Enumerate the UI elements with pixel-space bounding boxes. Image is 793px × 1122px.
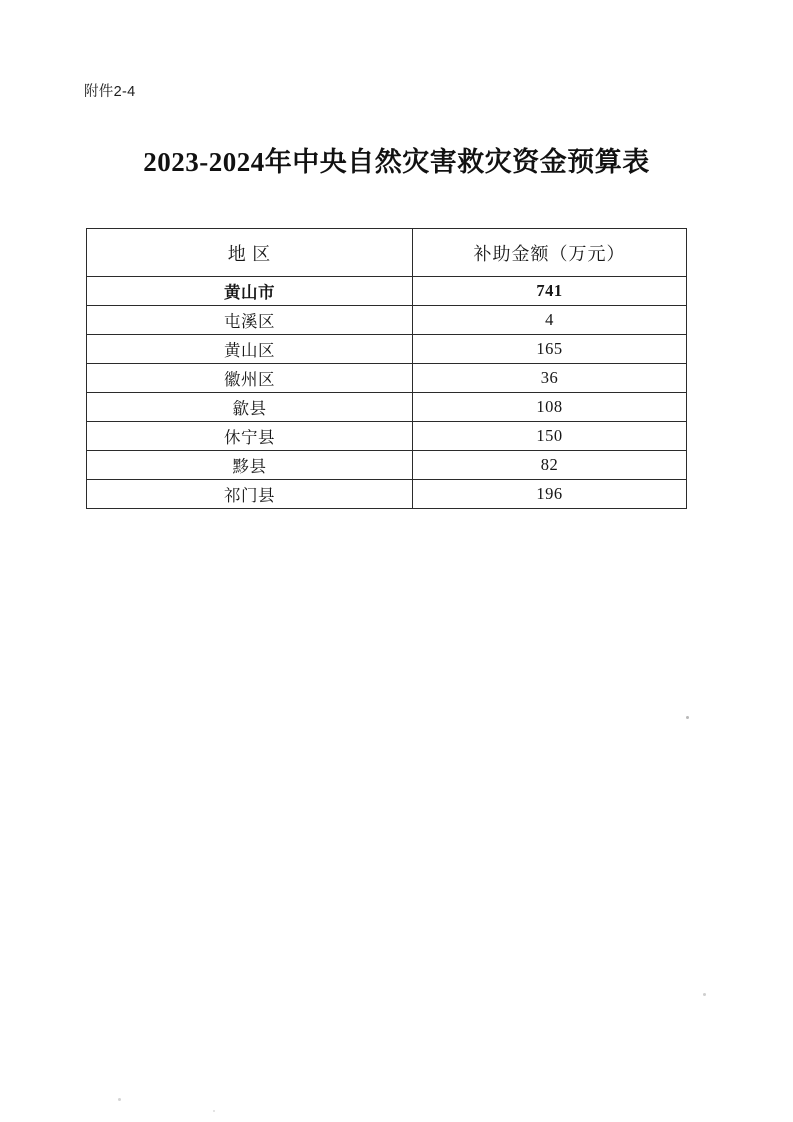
cell-region: 屯溪区 [87,306,413,335]
scan-speck [118,1098,121,1101]
cell-amount: 108 [413,393,687,422]
table-row [87,306,687,335]
table-row [87,364,687,393]
column-header-region: 地 区 [87,229,413,277]
cell-region: 徽州区 [87,364,413,393]
table-row [87,277,687,306]
cell-region: 歙县 [87,393,413,422]
table-header-row [87,229,687,277]
scan-speck [686,716,689,719]
cell-region: 黄山区 [87,335,413,364]
cell-amount: 741 [413,277,687,306]
scan-speck [703,993,706,996]
column-header-amount: 补助金额（万元） [413,229,687,277]
scan-speck [213,1110,215,1112]
cell-region: 黄山市 [87,277,413,306]
table-body [87,277,687,509]
cell-amount: 196 [413,480,687,509]
table-header [87,229,687,277]
table-row [87,422,687,451]
table-row [87,393,687,422]
attachment-label: 附件2-4 [84,84,136,100]
cell-region: 祁门县 [87,480,413,509]
budget-table [86,228,687,509]
table-row [87,480,687,509]
cell-amount: 165 [413,335,687,364]
budget-table-container [86,228,686,509]
cell-amount: 82 [413,451,687,480]
page-title: 2023-2024年中央自然灾害救灾资金预算表 [143,147,650,177]
table-row [87,335,687,364]
cell-region: 休宁县 [87,422,413,451]
cell-amount: 4 [413,306,687,335]
cell-amount: 36 [413,364,687,393]
table-row [87,451,687,480]
cell-amount: 150 [413,422,687,451]
cell-region: 黟县 [87,451,413,480]
